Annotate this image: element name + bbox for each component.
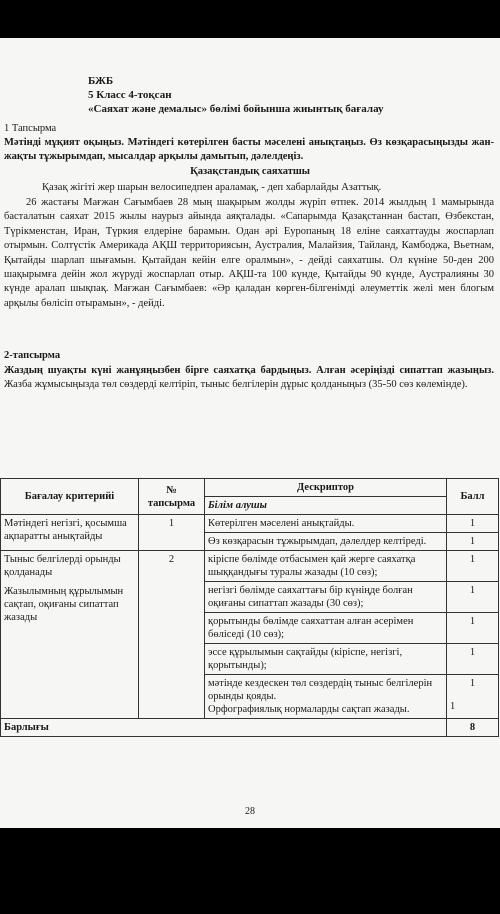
- header-descriptor: Дескриптор: [205, 479, 447, 497]
- score-value: 1: [450, 701, 456, 712]
- score-cell: 1: [447, 515, 499, 533]
- criterion-cell: Мәтіндегі негізгі, қосымша ақпаратты анықтайды: [1, 515, 139, 551]
- header-criterion: Бағалау критерийі: [1, 479, 139, 515]
- score-cell: 1: [447, 613, 499, 644]
- text-title: Қазақстандық саяхатшы: [190, 166, 310, 177]
- descriptor-cell: қорытынды бөлімде саяхаттан алған әсерімен бөліседі (10 сөз);: [205, 613, 447, 644]
- task-no-cell: 2: [139, 551, 205, 719]
- descriptor-line: Орфографиялық нормаларды сақтап жазады.: [208, 704, 410, 715]
- score-cell: 1: [447, 582, 499, 613]
- header-line-1: БЖБ: [88, 75, 114, 87]
- table-row: [1, 551, 499, 582]
- descriptor-line: мәтінде кездескен төл сөздердің тыныс белгілерін орынды қояды.: [208, 678, 433, 702]
- text-paragraph-1: Қазақ жігіті жер шарын велосипедпен араламақ, - деп хабарлайды Азаттық.: [42, 182, 382, 193]
- table-row: [1, 515, 499, 533]
- document-page: [0, 38, 500, 828]
- document-header: [88, 74, 384, 116]
- descriptor-cell: негізгі бөлімде саяхаттағы бір күніңде болған оқиғаны сипаттап жазады (30 сөз);: [205, 582, 447, 613]
- bottom-bar: [0, 828, 500, 914]
- criterion-b: Жазылымның құрылымын сақтап, оқиғаны сипаттап жазады: [4, 586, 124, 623]
- descriptor-cell: Өз көзқарасын тұжырымдап, дәлелдер келтіреді.: [205, 533, 447, 551]
- score-cell: 1: [447, 533, 499, 551]
- descriptor-cell: эссе құрылымын сақтайды (кіріспе, негізгі, қорытынды);: [205, 644, 447, 675]
- criterion-a: Тыныс белгілерді орынды қолданады: [4, 554, 121, 578]
- header-line-3: «Саяхат және демалыс» бөлімі бойынша жиынтық бағалау: [88, 103, 384, 115]
- table-header-row: [1, 479, 499, 497]
- page-number: 28: [245, 806, 255, 817]
- status-bar: [0, 0, 500, 38]
- header-task-no: № тапсырма: [139, 479, 205, 515]
- task2-instruction-bold: Жаздың шуақты күні жанұяңызбен бірге саяхатқа бардыңыз. Алған әсеріңізді сипаттап жазыңыз.: [4, 365, 494, 376]
- subheader-student: Білім алушы: [205, 497, 447, 515]
- task1-instruction: Мәтінді мұқият оқыңыз. Мәтіндегі көтерілген басты мәселені анықтаңыз. Өз көзқарасыңызды жан-жақты тұжырымдап, мысалдар арқылы дамытып, дәлелдеңіз.: [4, 137, 494, 163]
- descriptor-cell: Көтерілген мәселені анықтайды.: [205, 515, 447, 533]
- total-label: Барлығы: [1, 719, 447, 737]
- text-paragraph-2: 26 жастағы Мағжан Сағымбаев 28 мың шақырым жолды жүріп өтпек. 2014 жылдың 1 мамырында басталатын саяхат 2015 жылы наурыз айында аяқталады. «Сапарымда Қазақстаннан бастап, Өзбекстан, Түрікменстан, Иран, Түркия елдеріне барамын. Одан әрі Еуропаның 18 еліне саяхаттауды жоспарлап отырмын. Солтүстік Америкада АҚШ территориясын, Аустралия, Малайзия, Тайланд, Камбоджа, Вьетнам, Қытайды шарлап шығамын. Қытайдан кейін елге оралмын», - дейді саяхатшы. Ол күніне 50-ден 200 шақырымға дейін жол жүруді жоспарлап отыр. АҚШ-та 100 күнде, Қытайды 90 күнде, Аустралияны 30 күнде аралап шықпақ. Мағжан Сағымбаев: «Әр қаладан көрген-білгенімді әлеуметтік желі мен блогым арқылы бөлісіп отырамын», - дейді.: [4, 197, 494, 309]
- task2-label: 2-тапсырма: [4, 350, 61, 361]
- header-line-2: 5 Класс 4-тоқсан: [88, 89, 172, 101]
- total-row: [1, 719, 499, 737]
- task-no-cell: 1: [139, 515, 205, 551]
- score-cell: 1: [447, 644, 499, 675]
- total-score: 8: [447, 719, 499, 737]
- score-cell: [447, 675, 499, 719]
- descriptor-cell: кіріспе бөлімде отбасымен қай жерге саяхатқа шыққандығы туралы жазады (10 сөз);: [205, 551, 447, 582]
- task2-instruction-rest: Жазба жұмысыңызда төл сөздерді келтіріп, тыныс белгілерін дұрыс қолданыңыз (35-50 сөз көлемінде).: [4, 379, 468, 391]
- assessment-table: [0, 478, 499, 737]
- score-value: 1: [469, 678, 476, 689]
- criterion-cell: [1, 551, 139, 719]
- header-score: Балл: [447, 479, 499, 515]
- descriptor-cell: [205, 675, 447, 719]
- task2-instruction: [4, 364, 494, 393]
- task1-label: 1 Тапсырма: [4, 123, 57, 134]
- score-cell: 1: [447, 551, 499, 582]
